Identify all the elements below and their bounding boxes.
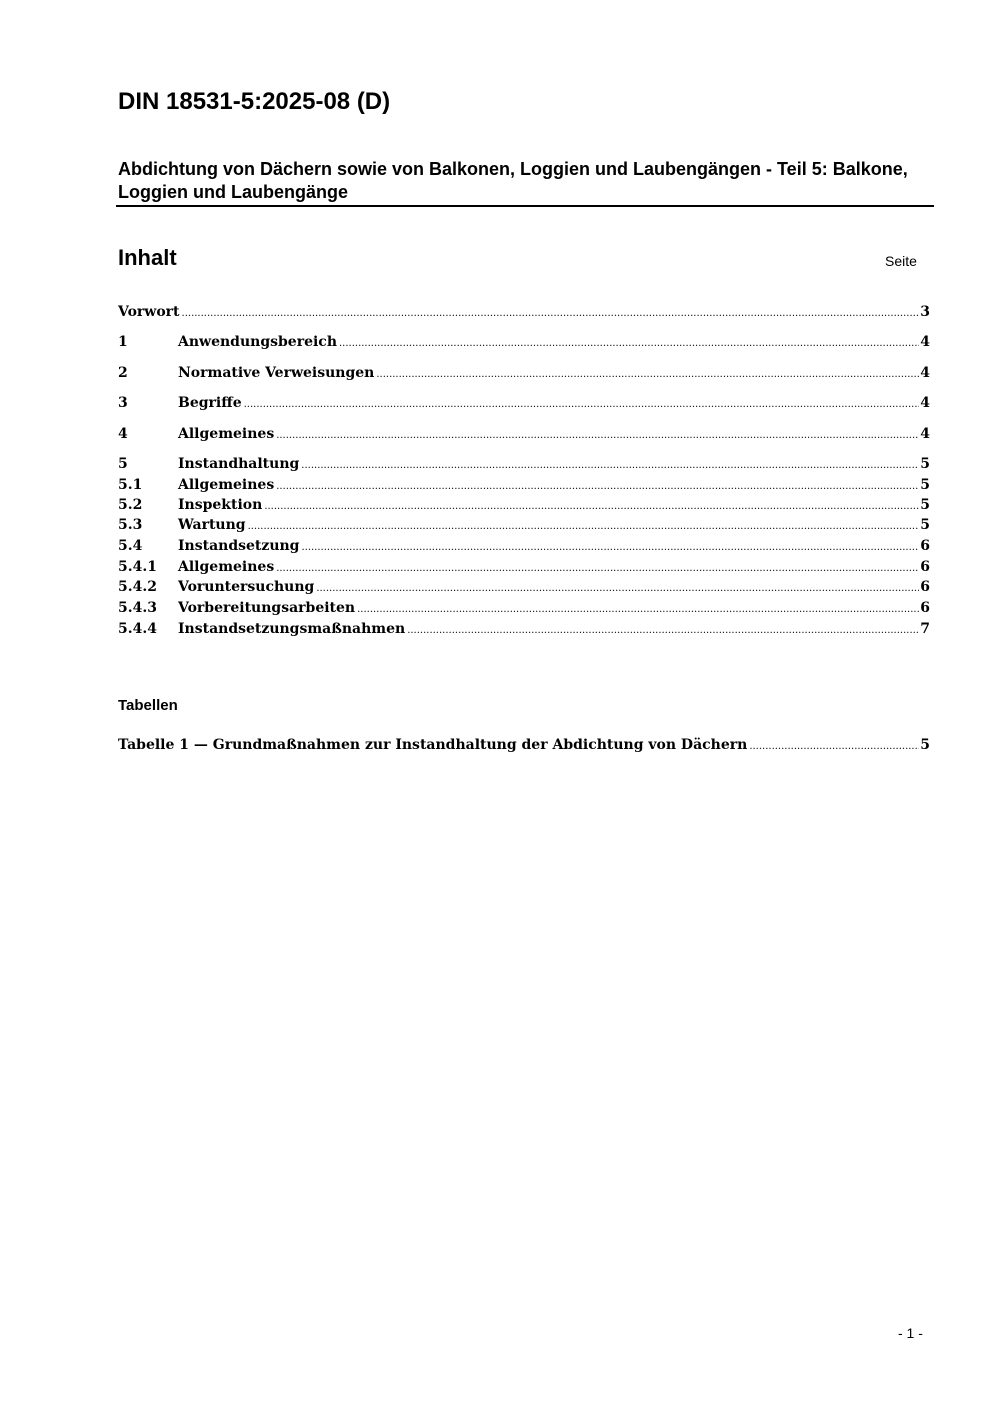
- toc-entry-label: Begriffe: [178, 395, 242, 411]
- toc-dot-leader: [264, 497, 919, 517]
- toc-entry-label: Anwendungsbereich: [178, 334, 337, 350]
- toc-entry-page: 4: [920, 334, 930, 350]
- toc-entry-2[interactable]: [118, 363, 930, 383]
- toc-entry-number: 1: [118, 334, 128, 350]
- toc-entry-label: Vorbereitungsarbeiten: [178, 600, 356, 616]
- toc-entry-5-4-3[interactable]: [118, 598, 930, 618]
- toc-entry-page: 5: [920, 456, 930, 472]
- toc-dot-leader: [244, 395, 920, 415]
- toc-entry-number: 5.3: [118, 517, 143, 533]
- toc-dot-leader: [357, 600, 919, 620]
- toc-entry-number: 5.4.1: [118, 559, 157, 575]
- toc-entry-5-4[interactable]: [118, 536, 930, 556]
- toc-entry-page: 3: [920, 304, 930, 320]
- toc-dot-leader: [339, 334, 919, 354]
- toc-entry-5-4-4[interactable]: [118, 619, 930, 639]
- toc-entry-5-1[interactable]: [118, 475, 930, 495]
- toc-entry-1[interactable]: [118, 332, 930, 352]
- toc-dot-leader: [276, 426, 919, 446]
- toc-entry-label: Inspektion: [178, 497, 263, 513]
- toc-entry-5-2[interactable]: [118, 495, 930, 515]
- toc-dot-leader: [301, 538, 919, 558]
- toc-entry-page: 5: [920, 477, 930, 493]
- toc-dot-leader: [301, 456, 919, 476]
- toc-entry-number: 5.4.3: [118, 600, 157, 616]
- page-column-label: Seite: [885, 253, 917, 269]
- toc-entry-label: Wartung: [178, 517, 246, 533]
- toc-entry-label: Voruntersuchung: [178, 579, 315, 595]
- toc-entry-label: Instandsetzung: [178, 538, 300, 554]
- toc-entry-page: 4: [920, 426, 930, 442]
- toc-entry-label: Vorwort: [118, 304, 180, 320]
- toc-entry-5-3[interactable]: [118, 515, 930, 535]
- toc-dot-leader: [276, 477, 919, 497]
- table-entry-label: Tabelle 1 — Grundmaßnahmen zur Instandhaltung der Abdichtung von Dächern: [118, 737, 748, 753]
- toc-entry-number: 5.4.4: [118, 621, 157, 637]
- toc-entry-label: Instandhaltung: [178, 456, 300, 472]
- toc-entry-page: 4: [920, 395, 930, 411]
- document-id: DIN 18531-5:2025-08 (D): [118, 88, 391, 115]
- toc-dot-leader: [749, 737, 919, 757]
- toc-entry-label: Allgemeines: [178, 559, 275, 575]
- toc-entry-number: 5.4.2: [118, 579, 157, 595]
- toc-dot-leader: [376, 365, 919, 385]
- toc-entry-number: 2: [118, 365, 128, 381]
- toc-entry-page: 6: [920, 600, 930, 616]
- toc-entry-number: 5.2: [118, 497, 143, 513]
- toc-entry-page: 6: [920, 579, 930, 595]
- toc-dot-leader: [316, 579, 919, 599]
- toc-entry-4[interactable]: [118, 424, 930, 444]
- toc-heading: Inhalt: [118, 245, 177, 270]
- toc-dot-leader: [182, 304, 920, 324]
- document-title: Abdichtung von Dächern sowie von Balkonen, Loggien und Laubengängen - Teil 5: Balkone, Loggien und Laubengänge: [118, 159, 908, 202]
- toc-entry-page: 5: [920, 517, 930, 533]
- toc-dot-leader: [407, 621, 919, 641]
- toc-entry-5-4-1[interactable]: [118, 557, 930, 577]
- title-divider: [116, 205, 934, 207]
- toc-entry-number: 4: [118, 426, 128, 442]
- toc-dot-leader: [248, 517, 920, 537]
- page-number: - 1 -: [898, 1325, 923, 1341]
- toc-entry-vorwort[interactable]: [118, 302, 930, 322]
- toc-entry-5[interactable]: [118, 454, 930, 474]
- toc-entry-label: Normative Verweisungen: [178, 365, 375, 381]
- toc-entry-label: Instandsetzungsmaßnahmen: [178, 621, 406, 637]
- toc-entry-page: 5: [920, 497, 930, 513]
- tables-heading: Tabellen: [118, 697, 178, 714]
- table-entry-page: 5: [920, 737, 930, 753]
- table-entry-1[interactable]: [118, 735, 930, 755]
- toc-entry-label: Allgemeines: [178, 477, 275, 493]
- toc-entry-number: 5: [118, 456, 128, 472]
- toc-entry-number: 3: [118, 395, 128, 411]
- toc-entry-label: Allgemeines: [178, 426, 275, 442]
- toc-entry-number: 5.4: [118, 538, 143, 554]
- toc-entry-page: 6: [920, 559, 930, 575]
- toc-entry-page: 4: [920, 365, 930, 381]
- toc-entry-page: 7: [920, 621, 930, 637]
- toc-entry-5-4-2[interactable]: [118, 577, 930, 597]
- toc-entry-page: 6: [920, 538, 930, 554]
- toc-entry-number: 5.1: [118, 477, 143, 493]
- toc-dot-leader: [276, 559, 919, 579]
- toc-entry-3[interactable]: [118, 393, 930, 413]
